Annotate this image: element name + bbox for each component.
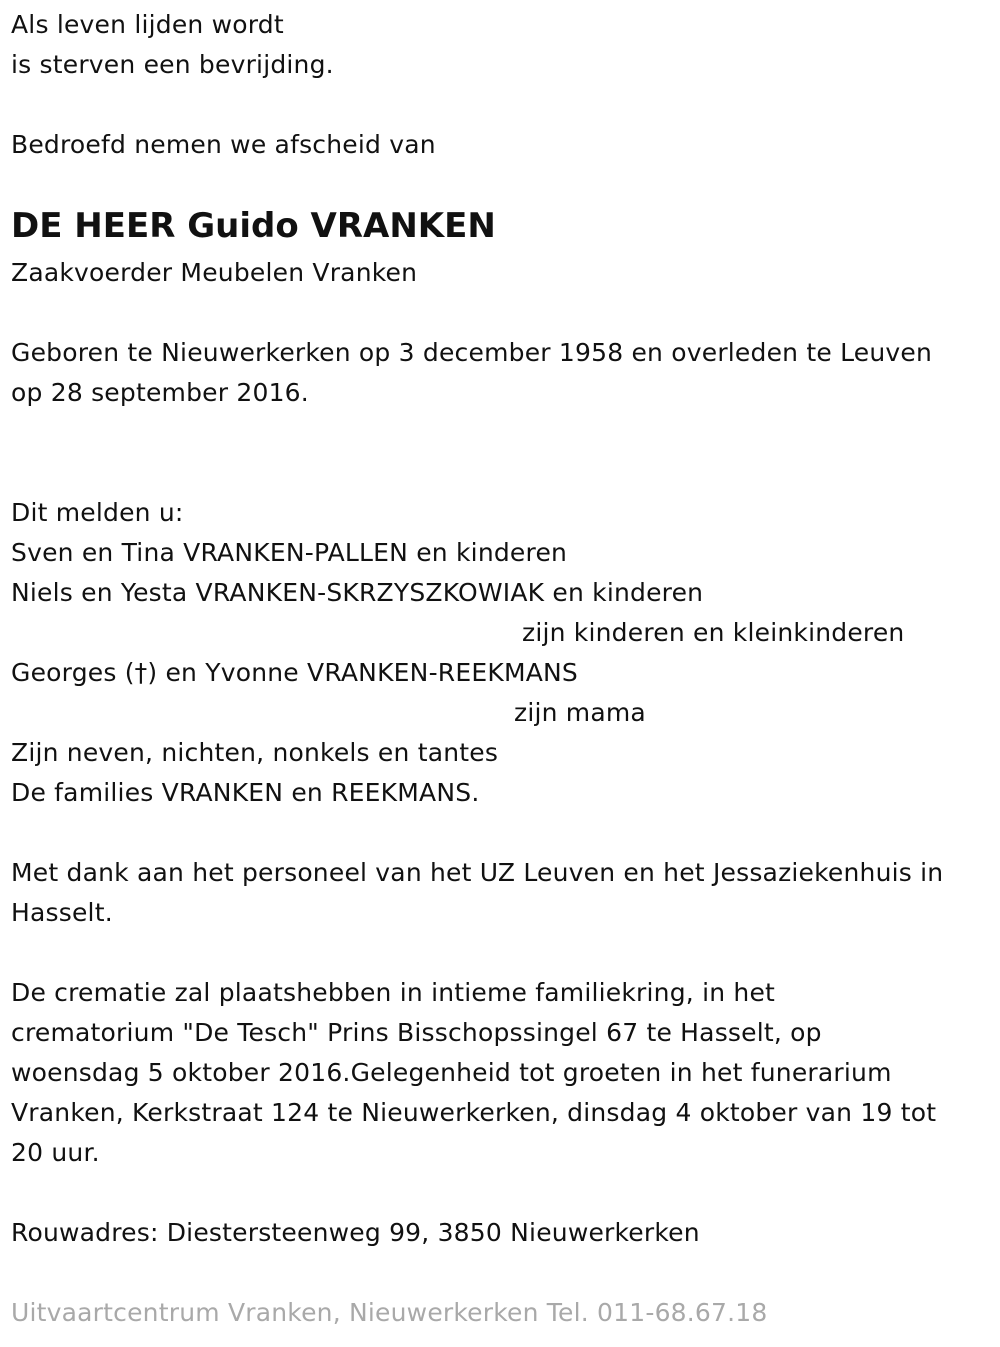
announcers-heading: Dit melden u: <box>11 498 184 527</box>
announcer-line: Niels en Yesta VRANKEN-SKRZYSZKOWIAK en kinderen <box>11 578 704 607</box>
announcer-line: Sven en Tina VRANKEN-PALLEN en kinderen <box>11 538 568 567</box>
ceremony-line: Vranken, Kerkstraat 124 te Nieuwerkerken, dinsdag 4 oktober van 19 tot <box>11 1098 937 1127</box>
announcer-relation: zijn mama <box>514 698 646 727</box>
funeral-home-footer: Uitvaartcentrum Vranken, Nieuwerkerken Tel. 011-68.67.18 <box>11 1298 768 1327</box>
motto-line-2: is sterven een bevrijding. <box>11 50 334 79</box>
announcer-line: Georges (†) en Yvonne VRANKEN-REEKMANS <box>11 658 578 687</box>
motto-line-1: Als leven lijden wordt <box>11 10 284 39</box>
ceremony-line: woensdag 5 oktober 2016.Gelegenheid tot groeten in het funerarium <box>11 1058 892 1087</box>
announcer-relation: zijn kinderen en kleinkinderen <box>522 618 905 647</box>
thanks-line-2: Hasselt. <box>11 898 113 927</box>
announcer-line: De families VRANKEN en REEKMANS. <box>11 778 480 807</box>
birth-death-line-2: op 28 september 2016. <box>11 378 309 407</box>
deceased-occupation: Zaakvoerder Meubelen Vranken <box>11 258 418 287</box>
ceremony-line: De crematie zal plaatshebben in intieme familiekring, in het <box>11 978 776 1007</box>
birth-death-line-1: Geboren te Nieuwerkerken op 3 december 1958 en overleden te Leuven <box>11 338 933 367</box>
thanks-line-1: Met dank aan het personeel van het UZ Leuven en het Jessaziekenhuis in <box>11 858 944 887</box>
ceremony-line: 20 uur. <box>11 1138 100 1167</box>
mourning-address: Rouwadres: Diestersteenweg 99, 3850 Nieuwerkerken <box>11 1218 700 1247</box>
announcer-line: Zijn neven, nichten, nonkels en tantes <box>11 738 499 767</box>
intro-text: Bedroefd nemen we afscheid van <box>11 130 436 159</box>
ceremony-line: crematorium "De Tesch" Prins Bisschopssingel 67 te Hasselt, op <box>11 1018 822 1047</box>
deceased-name: DE HEER Guido VRANKEN <box>11 206 496 246</box>
